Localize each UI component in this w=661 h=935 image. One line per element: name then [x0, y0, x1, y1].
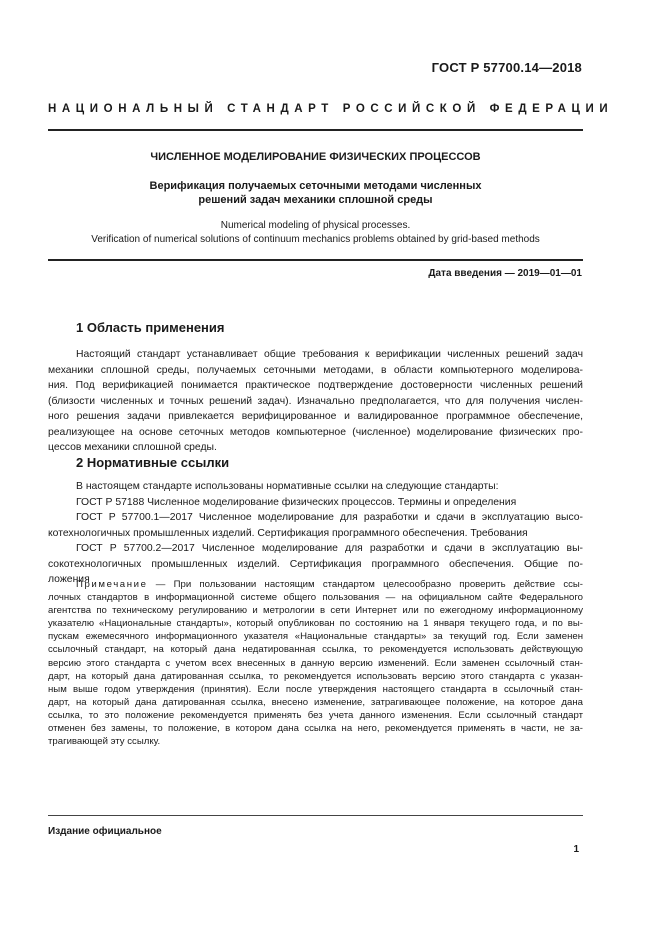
normative-reference: ГОСТ Р 57188 Численное моделирование физических процессов. Термины и определения	[76, 496, 517, 508]
note-line: ным выше годом утверждения (принятия). Если после утверждения настоящего стандарта в ссылочный стан-	[48, 683, 583, 695]
normative-reference-cont: сокотехнологичных промышленных изделий. Сертификация программного обеспечения. Общие по-	[48, 558, 583, 570]
subtitle-line-1: Верификация получаемых сеточными методами численных	[149, 180, 482, 192]
note-text: — При пользовании настоящим стандартом целесообразно проверить действие ссы-	[155, 579, 583, 590]
note-line: отменен без замены, то положение, в котором дана ссылка на него, рекомендуется применять в части, не за-	[48, 723, 583, 735]
note-line: агентства по техническому регулированию и метрологии в сети Интернет или по ежегодному информационному	[48, 605, 583, 617]
title-divider	[48, 259, 583, 261]
note-first-line	[48, 578, 583, 591]
header-divider	[48, 129, 583, 131]
section-1-body	[48, 347, 583, 456]
note-line: дарт, на который дана датированная ссылка, внесено изменение, затрагивающее положение, на которое дана	[48, 696, 583, 708]
standard-title: ЧИСЛЕННОЕ МОДЕЛИРОВАНИЕ ФИЗИЧЕСКИХ ПРОЦЕССОВ	[150, 151, 481, 163]
english-title	[48, 219, 583, 247]
note-line: версию этого стандарта с учетом всех внесенных в данную версию изменений. Если заменен ссылочный стан-	[48, 657, 583, 669]
english-title-line-1: Numerical modeling of physical processes.	[220, 220, 411, 231]
section-1-line: (близости численных и точных решений задач). Изначально предполагается, что для получения числен-	[48, 395, 583, 407]
section-1-line: Настоящий стандарт устанавливает общие требования к верификации численных решений задач	[76, 349, 583, 360]
normative-reference-cont: ложения	[48, 574, 90, 585]
note-block	[48, 578, 583, 748]
note-line: указателю «Национальные стандарты», который опубликован по состоянию на 1 января текущего года, и по вы-	[48, 618, 583, 630]
footer-divider	[48, 815, 583, 816]
note-line: дарт, на который дана датированная ссылка, то рекомендуется использовать версию этого стандарта с указан-	[48, 670, 583, 682]
section-1-line: механики сплошной среды, получаемых сеточными методами, в области компьютерного моделирова-	[48, 364, 583, 376]
note-line: лочных стандартов в информационной системе общего пользования — на официальном сайте Федерального	[48, 592, 583, 604]
note-line: ссылка, то это положение рекомендуется применять без учета данного изменения. Если ссылочный стандарт	[48, 709, 583, 721]
section-1-heading: 1 Область применения	[76, 320, 225, 335]
normative-reference: ГОСТ Р 57700.2—2017 Численное моделирование для разработки и сдачи в эксплуатацию вы-	[76, 543, 583, 554]
normative-reference: ГОСТ Р 57700.1—2017 Численное моделирование для разработки и сдачи в эксплуатацию высо-	[76, 512, 583, 523]
note-line: трагивающей эту ссылку.	[48, 736, 161, 748]
introduction-date: Дата введения — 2019—01—01	[428, 268, 582, 279]
document-number: ГОСТ Р 57700.14—2018	[431, 60, 582, 75]
section-2-line: В настоящем стандарте использованы нормативные ссылки на следующие стандарты:	[76, 481, 499, 492]
standard-subtitle	[48, 179, 583, 207]
section-2-body	[48, 479, 583, 588]
english-title-line-2: Verification of numerical solutions of continuum mechanics problems obtained by grid-based methods	[91, 234, 540, 245]
note-label: Примечание	[76, 579, 148, 590]
section-1-line: ного решения задачи привлекается верифицированное и валидированное программное обеспечение,	[48, 411, 583, 422]
subtitle-line-2: решений задач механики сплошной среды	[198, 194, 433, 206]
normative-reference-cont: котехнологичных промышленных изделий. Сертификация программного обеспечения. Требования	[48, 527, 528, 539]
section-1-line: ния. Под верификацией понимается практическое подтверждение достоверности численных решений	[48, 380, 583, 391]
edition-label: Издание официальное	[48, 826, 162, 837]
section-2-heading: 2 Нормативные ссылки	[76, 455, 230, 470]
note-line: пускам ежемесячного информационного указателя «Национальные стандарты» за текущий год. Если заменен	[48, 631, 583, 643]
national-standard-banner: НАЦИОНАЛЬНЫЙ СТАНДАРТ РОССИЙСКОЙ ФЕДЕРАЦИИ	[48, 103, 614, 115]
note-line: ссылочный стандарт, на который дана недатированная ссылка, то рекомендуется использовать действующую	[48, 644, 583, 656]
section-1-line: реализующее на основе сеточных методов компьютерное (численное) моделирование физических про-	[48, 426, 583, 438]
section-1-line: цессов механики сплошной среды.	[48, 442, 217, 453]
page-number: 1	[573, 844, 579, 855]
